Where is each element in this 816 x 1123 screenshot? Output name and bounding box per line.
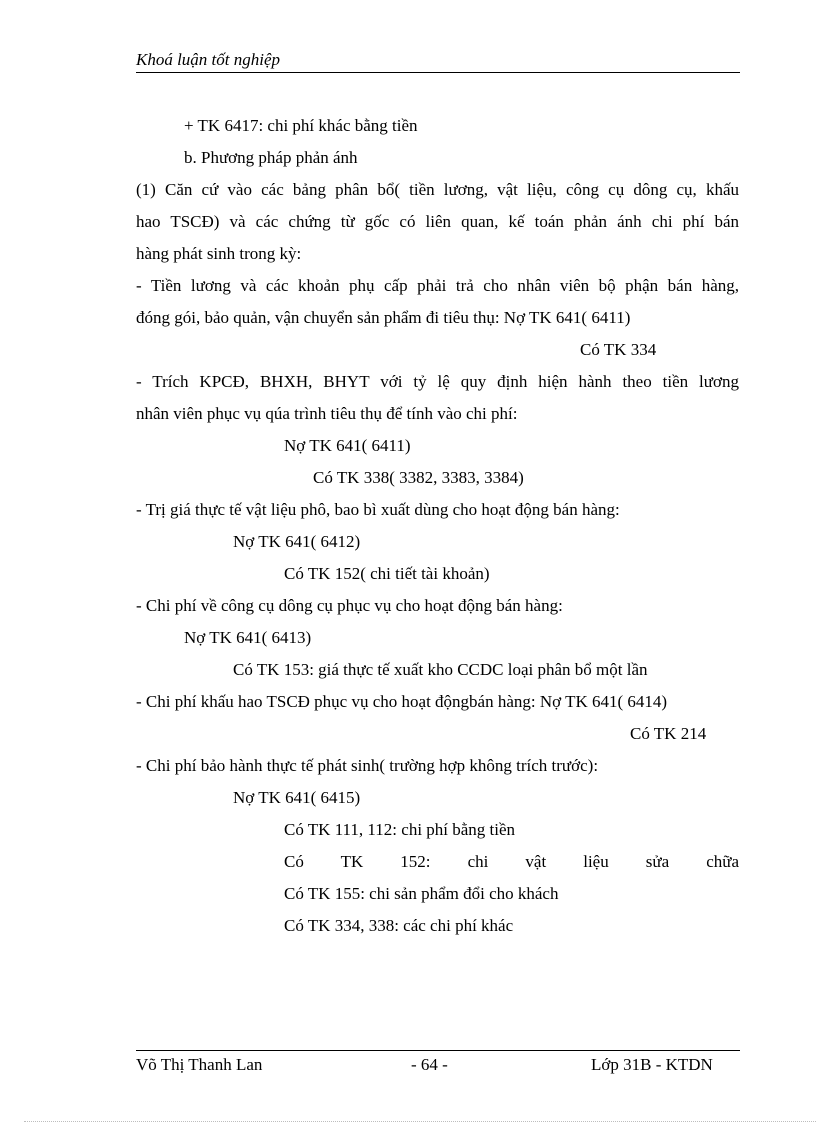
text-line: Có TK 155: chi sản phẩm đổi cho khách — [284, 884, 559, 903]
text-line: (1) Căn cứ vào các bảng phân bổ( tiền lương, vật liệu, công cụ dông cụ, khấu — [136, 180, 739, 199]
text-line: Có TK 214 — [630, 724, 707, 743]
text-line: + TK 6417: chi phí khác bằng tiền — [184, 116, 418, 135]
text-line: Có TK 338( 3382, 3383, 3384) — [313, 468, 524, 487]
text-line: - Trị giá thực tế vật liệu phô, bao bì xuất dùng cho hoạt động bán hàng: — [136, 500, 620, 519]
text-line: - Chi phí về công cụ dông cụ phục vụ cho hoạt động bán hàng: — [136, 596, 563, 615]
page-content — [136, 110, 739, 942]
text-line: - Chi phí khấu hao TSCĐ phục vụ cho hoạt độngbán hàng: Nợ TK 641( 6414) — [136, 692, 668, 711]
text-line: Có TK 334, 338: các chi phí khác — [284, 916, 514, 935]
text-line: hao TSCĐ) và các chứng từ gốc có liên quan, kế toán phản ánh chi phí bán — [136, 212, 739, 231]
text-line: - Tiền lương và các khoản phụ cấp phải trả cho nhân viên bộ phận bán hàng, — [136, 276, 739, 295]
section-heading: b. Phương pháp phản ánh — [184, 148, 358, 167]
text-line: Nợ TK 641( 6413) — [184, 628, 312, 647]
text-line: nhân viên phục vụ qúa trình tiêu thụ để tính vào chi phí: — [136, 404, 518, 423]
footer-page-number: - 64 - — [411, 1055, 448, 1074]
footer-author: Võ Thị Thanh Lan — [136, 1055, 263, 1074]
text-line: Có TK 152( chi tiết tài khoản) — [284, 564, 490, 583]
header-title: Khoá luận tốt nghiệp — [136, 50, 281, 69]
text-line: Có TK 153: giá thực tế xuất kho CCDC loại phân bổ một lần — [233, 660, 648, 679]
text-line: Nợ TK 641( 6412) — [233, 532, 361, 551]
text-line: Nợ TK 641( 6411) — [284, 436, 411, 455]
text-line: Có TK 334 — [580, 340, 657, 359]
text-line: hàng phát sinh trong kỳ: — [136, 244, 302, 263]
text-line: đóng gói, bảo quản, vận chuyển sản phẩm đi tiêu thụ: Nợ TK 641( 6411) — [136, 308, 631, 327]
text-line: Có TK 111, 112: chi phí bằng tiền — [284, 820, 516, 839]
page-footer — [136, 1050, 740, 1079]
text-line: - Trích KPCĐ, BHXH, BHYT với tỷ lệ quy định hiện hành theo tiền lương — [136, 372, 739, 391]
text-line: - Chi phí bảo hành thực tế phát sinh( trường hợp không trích trước): — [136, 756, 599, 775]
text-line: Nợ TK 641( 6415) — [233, 788, 361, 807]
page-bottom-divider — [24, 1121, 816, 1122]
text-line: Có TK 152: chi vật liệu sửa chữa — [284, 852, 739, 871]
page-header — [136, 50, 740, 73]
footer-class: Lớp 31B - KTDN — [591, 1055, 713, 1074]
